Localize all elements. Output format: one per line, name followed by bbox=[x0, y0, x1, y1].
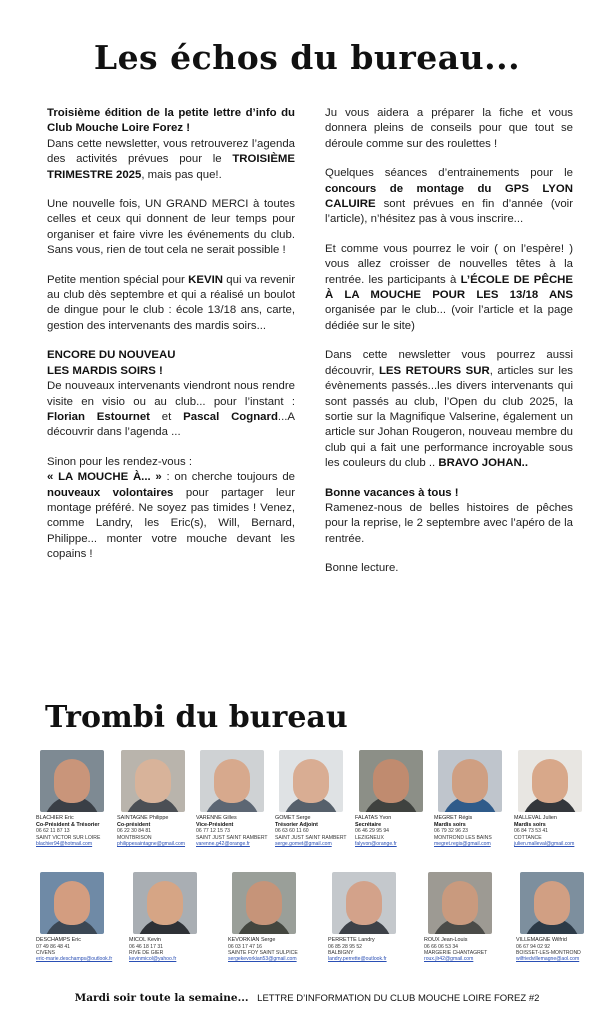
mouche-intro: Sinon pour les rendez-vous : bbox=[47, 455, 192, 468]
member-email[interactable]: philippesaintagne@gmail.com bbox=[117, 841, 186, 847]
kevin-paragraph bbox=[47, 273, 295, 335]
member-name: MEGRET Régis bbox=[434, 815, 473, 821]
member-city: RIVE DE GIER bbox=[129, 950, 164, 956]
member-card bbox=[434, 750, 506, 847]
tuesday-text-mid: et bbox=[149, 410, 184, 423]
member-city: LEZIGNEUX bbox=[355, 834, 384, 841]
volunteers-label: nouveaux volontaires bbox=[47, 486, 174, 499]
member-card bbox=[355, 750, 427, 847]
page-title: Les échos du bureau... bbox=[93, 38, 521, 77]
member-role: Co-Président & Trésorier bbox=[36, 821, 100, 828]
right-column bbox=[325, 106, 573, 591]
member-role: Co-président bbox=[117, 821, 151, 828]
mouche-text-end: pour partager leur montage préféré. Ne soyez pas timides ! Venez, comme Landry, les Eric(s), Will, Bernard, Philippe... monter votre mouche devant les copains ! bbox=[47, 486, 295, 561]
ju-paragraph: Ju vous aidera a préparer la fiche et vous donnera pleins de conseils pour que tout se déroule comme sur des roulettes ! bbox=[325, 107, 573, 150]
member-photo bbox=[438, 750, 502, 812]
member-email[interactable]: wilfriedvillemagne@aol.com bbox=[516, 956, 580, 963]
mouche-text-start: : on cherche toujours de bbox=[161, 471, 296, 484]
member-name: VARENNE Gilles bbox=[196, 815, 237, 821]
member-card bbox=[275, 750, 347, 847]
member-city: CIVENS bbox=[36, 950, 55, 956]
member-role: Trésorier Adjoint bbox=[275, 821, 318, 828]
member-photo bbox=[520, 872, 584, 934]
member-card bbox=[516, 872, 588, 963]
member-email[interactable]: julien.malleval@gmail.com bbox=[514, 841, 575, 847]
member-name: FALATAS Yvon bbox=[355, 815, 392, 821]
member-photo bbox=[359, 750, 423, 812]
member-phone: 06 62 11 87 13 bbox=[36, 828, 70, 835]
intro-text: Dans cette newsletter, vous retrouverez l’agenda des activités prévues pour le bbox=[47, 137, 295, 166]
member-photo bbox=[332, 872, 396, 934]
contest-name: concours de montage du GPS LYON CALUIRE bbox=[325, 182, 573, 211]
mouche-paragraph bbox=[47, 455, 295, 563]
member-city: BALBIGNY bbox=[328, 950, 354, 956]
member-phone: 07 49 86 48 41 bbox=[36, 943, 70, 950]
member-email[interactable]: roux.jlr42@gmail.com bbox=[424, 956, 474, 963]
members-grid bbox=[36, 750, 586, 980]
contest-paragraph bbox=[325, 166, 573, 228]
kevin-text-start: Petite mention spécial pour bbox=[47, 273, 189, 286]
member-name: MALLEVAL Julien bbox=[514, 815, 557, 821]
member-city: SAINT VICTOR SUR LOIRE bbox=[36, 834, 101, 841]
holidays-paragraph bbox=[325, 486, 573, 548]
member-card bbox=[36, 872, 113, 963]
member-photo bbox=[518, 750, 582, 812]
member-name: ROUX Jean-Louis bbox=[424, 937, 468, 943]
member-phone: 06 79 32 96 23 bbox=[434, 828, 468, 835]
member-photo bbox=[40, 872, 104, 934]
member-city: MARGERIE CHANTAGRET bbox=[424, 950, 488, 956]
holidays-heading: Bonne vacances à tous ! bbox=[325, 486, 459, 499]
member-email[interactable]: landry.perrette@outlook.fr bbox=[328, 956, 387, 963]
member-city: SAINT JUST SAINT RAMBERT bbox=[275, 834, 347, 841]
member-city: MONTBRISON bbox=[117, 834, 152, 841]
returns-paragraph bbox=[325, 348, 573, 471]
member-city: BOISSET-LES-MONTROND bbox=[516, 950, 581, 956]
member-phone: 06 85 28 95 52 bbox=[328, 943, 362, 950]
intro-heading: Troisième édition de la petite lettre d’info du Club Mouche Loire Forez ! bbox=[47, 107, 295, 135]
member-email[interactable]: kevinmicol@yahoo.fr bbox=[129, 956, 177, 963]
member-email[interactable]: falyvon@orange.fr bbox=[355, 841, 397, 847]
member-phone: 06 03 17 47 16 bbox=[228, 943, 262, 950]
member-card bbox=[196, 750, 268, 847]
left-column bbox=[47, 106, 295, 577]
member-card bbox=[328, 872, 400, 963]
member-name: MICOL Kevin bbox=[129, 937, 161, 943]
member-email[interactable]: serge.gomet@gmail.com bbox=[275, 841, 332, 847]
tuesday-paragraph bbox=[47, 348, 295, 440]
member-photo bbox=[428, 872, 492, 934]
thanks-paragraph: Une nouvelle fois, UN GRAND MERCI à toutes celles et ceux qui donnent de leur temps pour organiser et faire vivre les événements du club. Sans vous, rien de tout cela ne serait possible ! bbox=[47, 198, 295, 257]
member-phone: 06 63 60 11 60 bbox=[275, 828, 309, 835]
member-role: Vice-Président bbox=[196, 821, 234, 828]
returns-label: LES RETOURS SUR bbox=[378, 364, 490, 377]
school-name: L’ÉCOLE DE PÊCHE À LA MOUCHE POUR LES 13/18 ANS bbox=[325, 273, 573, 302]
member-phone: 06 22 30 84 81 bbox=[117, 828, 151, 835]
member-city: COTTANCE bbox=[514, 834, 542, 841]
member-city: MONTROND LES BAINS bbox=[434, 834, 492, 841]
member-name: VILLEMAGNE Wilfrid bbox=[516, 937, 567, 943]
member-city: SAINT JUST SAINT RAMBERT bbox=[196, 834, 268, 841]
member-name: PERRETTE Landry bbox=[328, 937, 375, 943]
member-name: KEVORKIAN Serge bbox=[228, 937, 276, 943]
kevin-name: KEVIN bbox=[188, 273, 223, 286]
returns-text-start: Dans cette newsletter vous pourrez aussi découvrir, bbox=[325, 349, 573, 377]
member-photo bbox=[200, 750, 264, 812]
member-phone: 06 66 06 53 34 bbox=[424, 943, 458, 950]
school-paragraph bbox=[325, 242, 573, 334]
tuesday-heading-1: ENCORE DU NOUVEAU bbox=[47, 349, 176, 362]
closing-paragraph: Bonne lecture. bbox=[325, 562, 399, 575]
member-card bbox=[514, 750, 586, 847]
trimester-label: TROISIÈME TRIMESTRE 2025 bbox=[47, 153, 295, 181]
member-name: BLACHIER Eric bbox=[36, 815, 74, 821]
returns-text-end: , articles sur les évènements passés...les divers intervenants qui sont passés au club, l’Open du club 2025, la sortie sur la Magnifique Valserine, également un article sur Johan Rougeron, nouveau membre du club qui a fait une performance incroyable sous les couleurs du club .. bbox=[325, 364, 573, 470]
member-card bbox=[36, 750, 108, 847]
footer-newsletter: LETTRE D’INFORMATION DU CLUB MOUCHE LOIRE FOREZ #2 bbox=[257, 993, 540, 1004]
member-email[interactable]: blachier94@hotmail.com bbox=[36, 841, 93, 847]
member-phone: 06 84 73 53 41 bbox=[514, 828, 548, 835]
member-phone: 06 46 18 17 31 bbox=[129, 943, 163, 950]
member-phone: 06 46 29 95 94 bbox=[355, 828, 389, 835]
member-email[interactable]: megret.regis@gmail.com bbox=[434, 841, 491, 847]
holidays-text: Ramenez-nous de belles histoires de pêches pour la reprise, le 2 septembre avec l’apéro de la rentrée. bbox=[325, 501, 573, 545]
tuesday-heading-2: LES MARDIS SOIRS ! bbox=[47, 364, 163, 377]
member-card bbox=[228, 872, 300, 963]
kevin-text-end: qui va revenir au club dès septembre et qui a réalisé un boulot de dingue pour le club : école 13/18 ans, carte, gestion des intervenants des mardis soirs... bbox=[47, 273, 295, 332]
member-phone: 06 77 12 15 73 bbox=[196, 828, 230, 835]
member-card bbox=[117, 750, 189, 847]
intro-paragraph bbox=[47, 106, 295, 183]
member-card bbox=[424, 872, 496, 963]
contest-text-start: Quelques séances d’entrainements pour le bbox=[325, 167, 573, 180]
member-photo bbox=[133, 872, 197, 934]
school-text-start: Et comme vous pourrez le voir ( on l’espère! ) vous allez croisser de nouvelles têtes à la rentrée. les participants à bbox=[325, 242, 573, 286]
member-photo bbox=[279, 750, 343, 812]
contest-text-end: sont prévues en fin d’année (voir l’article), n’hésitez pas à vous inscrire... bbox=[325, 198, 573, 226]
member-card bbox=[129, 872, 201, 963]
member-name: DESCHAMPS Eric bbox=[36, 937, 81, 943]
tuesday-text-end: ...A découvrir dans l’agenda ... bbox=[47, 410, 295, 439]
member-photo bbox=[232, 872, 296, 934]
member-role: Mardis soirs bbox=[514, 821, 546, 828]
member-email[interactable]: eric-marie.deschamps@outlook.fr bbox=[36, 956, 113, 963]
mouche-event-name: « LA MOUCHE À... » bbox=[47, 471, 162, 484]
trombi-title: Trombi du bureau bbox=[45, 700, 348, 735]
member-email[interactable]: sergekevorkian53@gmail.com bbox=[228, 956, 297, 963]
member-name: GOMET Serge bbox=[275, 815, 311, 821]
footer bbox=[0, 992, 614, 1004]
member-photo bbox=[40, 750, 104, 812]
member-phone: 06 67 94 02 92 bbox=[516, 943, 550, 950]
footer-tagline: Mardi soir toute la semaine... bbox=[74, 992, 249, 1004]
intro-text-end: , mais pas que!. bbox=[141, 168, 222, 181]
member-city: SAINTE FOY SAINT SULPICE bbox=[228, 950, 298, 956]
speaker-pascal: Pascal Cognard bbox=[183, 410, 278, 423]
speaker-florian: Florian Estournet bbox=[47, 410, 150, 423]
bravo-johan: BRAVO JOHAN.. bbox=[438, 457, 528, 470]
school-text-end: organisée par le club... (voir l’article et la page dédiée sur le site) bbox=[325, 304, 573, 332]
member-role: Secrétaire bbox=[355, 821, 382, 828]
member-name: SAINTAGNE Philippe bbox=[117, 815, 169, 821]
tuesday-text-start: De nouveaux intervenants viendront nous rendre visite en visio ou au club... pour l’instant : bbox=[47, 380, 295, 408]
member-photo bbox=[121, 750, 185, 812]
member-email[interactable]: varenne.g42@orange.fr bbox=[196, 841, 250, 847]
member-role: Mardis soirs bbox=[434, 821, 466, 828]
